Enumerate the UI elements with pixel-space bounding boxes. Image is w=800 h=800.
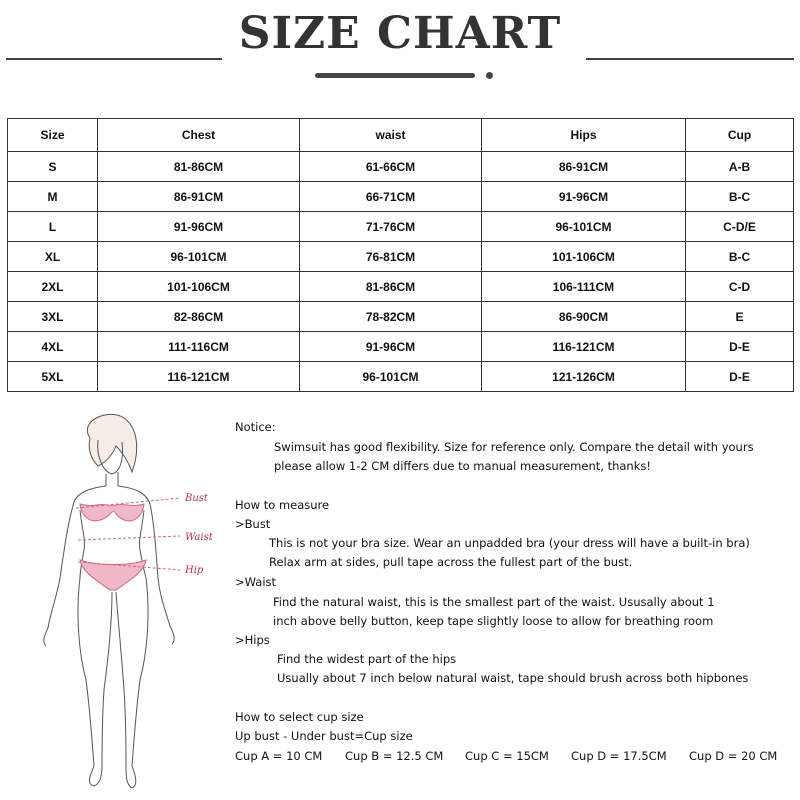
cell-cup: A-B xyxy=(686,152,794,182)
notice-line: please allow 1-2 CM differs due to manual measurement, thanks! xyxy=(274,459,651,473)
bust-instruction: Relax arm at sides, pull tape across the fullest part of the bust. xyxy=(269,555,633,569)
cell-chest: 81-86CM xyxy=(98,152,300,182)
hips-instruction: Usually about 7 inch below natural waist, tape should brush across both hipbones xyxy=(277,671,749,685)
waist-instruction: inch above belly button, keep tape slightly loose to allow for breathing room xyxy=(273,614,714,628)
table-row xyxy=(8,242,794,272)
table-row xyxy=(8,332,794,362)
cell-size: 2XL xyxy=(8,272,98,302)
cell-waist: 91-96CM xyxy=(300,332,482,362)
cell-chest: 101-106CM xyxy=(98,272,300,302)
cup-size-heading: How to select cup size xyxy=(235,710,364,724)
cell-waist: 96-101CM xyxy=(300,362,482,392)
header-hips: Hips xyxy=(482,119,686,152)
cell-hips: 96-101CM xyxy=(482,212,686,242)
cell-cup: C-D/E xyxy=(686,212,794,242)
cell-hips: 86-91CM xyxy=(482,152,686,182)
cell-waist: 81-86CM xyxy=(300,272,482,302)
title-underline xyxy=(315,73,475,78)
cell-size: XL xyxy=(8,242,98,272)
table-row xyxy=(8,362,794,392)
notice-line: Swimsuit has good flexibility. Size for reference only. Compare the detail with yours xyxy=(274,440,754,454)
title-rule-right xyxy=(586,58,794,60)
cup-size-item: Cup D = 20 CM xyxy=(689,749,778,763)
cell-waist: 61-66CM xyxy=(300,152,482,182)
cell-cup: C-D xyxy=(686,272,794,302)
cell-cup: B-C xyxy=(686,242,794,272)
cup-size-item: Cup D = 17.5CM xyxy=(571,749,667,763)
table-row xyxy=(8,302,794,332)
waist-instruction: Find the natural waist, this is the smallest part of the waist. Ususally about 1 xyxy=(273,595,715,609)
waist-label: Waist xyxy=(185,532,213,543)
bust-heading: >Bust xyxy=(235,517,271,531)
cell-hips: 101-106CM xyxy=(482,242,686,272)
table-row xyxy=(8,212,794,242)
cell-waist: 71-76CM xyxy=(300,212,482,242)
cup-size-item: Cup A = 10 CM xyxy=(235,749,323,763)
table-row xyxy=(8,272,794,302)
measurement-figure xyxy=(20,410,230,795)
cell-size: 3XL xyxy=(8,302,98,332)
bust-instruction: This is not your bra size. Wear an unpadded bra (your dress will have a built-in bra) xyxy=(269,536,750,550)
table-row xyxy=(8,182,794,212)
cell-hips: 116-121CM xyxy=(482,332,686,362)
table-row xyxy=(8,152,794,182)
hips-instruction: Find the widest part of the hips xyxy=(277,652,457,666)
how-to-measure-heading: How to measure xyxy=(235,498,330,512)
cell-chest: 91-96CM xyxy=(98,212,300,242)
cell-size: 4XL xyxy=(8,332,98,362)
cell-size: 5XL xyxy=(8,362,98,392)
cup-size-item: Cup B = 12.5 CM xyxy=(345,749,444,763)
page-title: SIZE CHART xyxy=(238,8,562,59)
hips-heading: >Hips xyxy=(235,633,270,647)
cell-waist: 78-82CM xyxy=(300,302,482,332)
cell-size: L xyxy=(8,212,98,242)
cell-waist: 76-81CM xyxy=(300,242,482,272)
cell-hips: 106-111CM xyxy=(482,272,686,302)
cell-chest: 86-91CM xyxy=(98,182,300,212)
cell-waist: 66-71CM xyxy=(300,182,482,212)
cell-chest: 96-101CM xyxy=(98,242,300,272)
waist-heading: >Waist xyxy=(235,575,277,589)
header-chest: Chest xyxy=(98,119,300,152)
cell-size: S xyxy=(8,152,98,182)
cup-size-item: Cup C = 15CM xyxy=(465,749,549,763)
cell-hips: 91-96CM xyxy=(482,182,686,212)
title-dot xyxy=(486,72,493,79)
cell-hips: 121-126CM xyxy=(482,362,686,392)
table-header-row xyxy=(8,119,794,152)
cell-cup: E xyxy=(686,302,794,332)
bust-garment xyxy=(80,504,144,521)
cell-chest: 116-121CM xyxy=(98,362,300,392)
cell-chest: 82-86CM xyxy=(98,302,300,332)
title-rule-left xyxy=(6,58,222,60)
size-table xyxy=(7,118,794,392)
cell-hips: 86-90CM xyxy=(482,302,686,332)
header-waist: waist xyxy=(300,119,482,152)
body-illustration xyxy=(20,410,230,795)
cell-cup: D-E xyxy=(686,332,794,362)
header-size: Size xyxy=(8,119,98,152)
hip-label: Hip xyxy=(185,565,204,576)
cell-chest: 111-116CM xyxy=(98,332,300,362)
cell-cup: B-C xyxy=(686,182,794,212)
cell-size: M xyxy=(8,182,98,212)
cell-cup: D-E xyxy=(686,362,794,392)
header-cup: Cup xyxy=(686,119,794,152)
cup-formula: Up bust - Under bust=Cup size xyxy=(235,729,413,743)
notice-heading: Notice: xyxy=(235,420,276,434)
bust-label: Bust xyxy=(185,493,208,504)
